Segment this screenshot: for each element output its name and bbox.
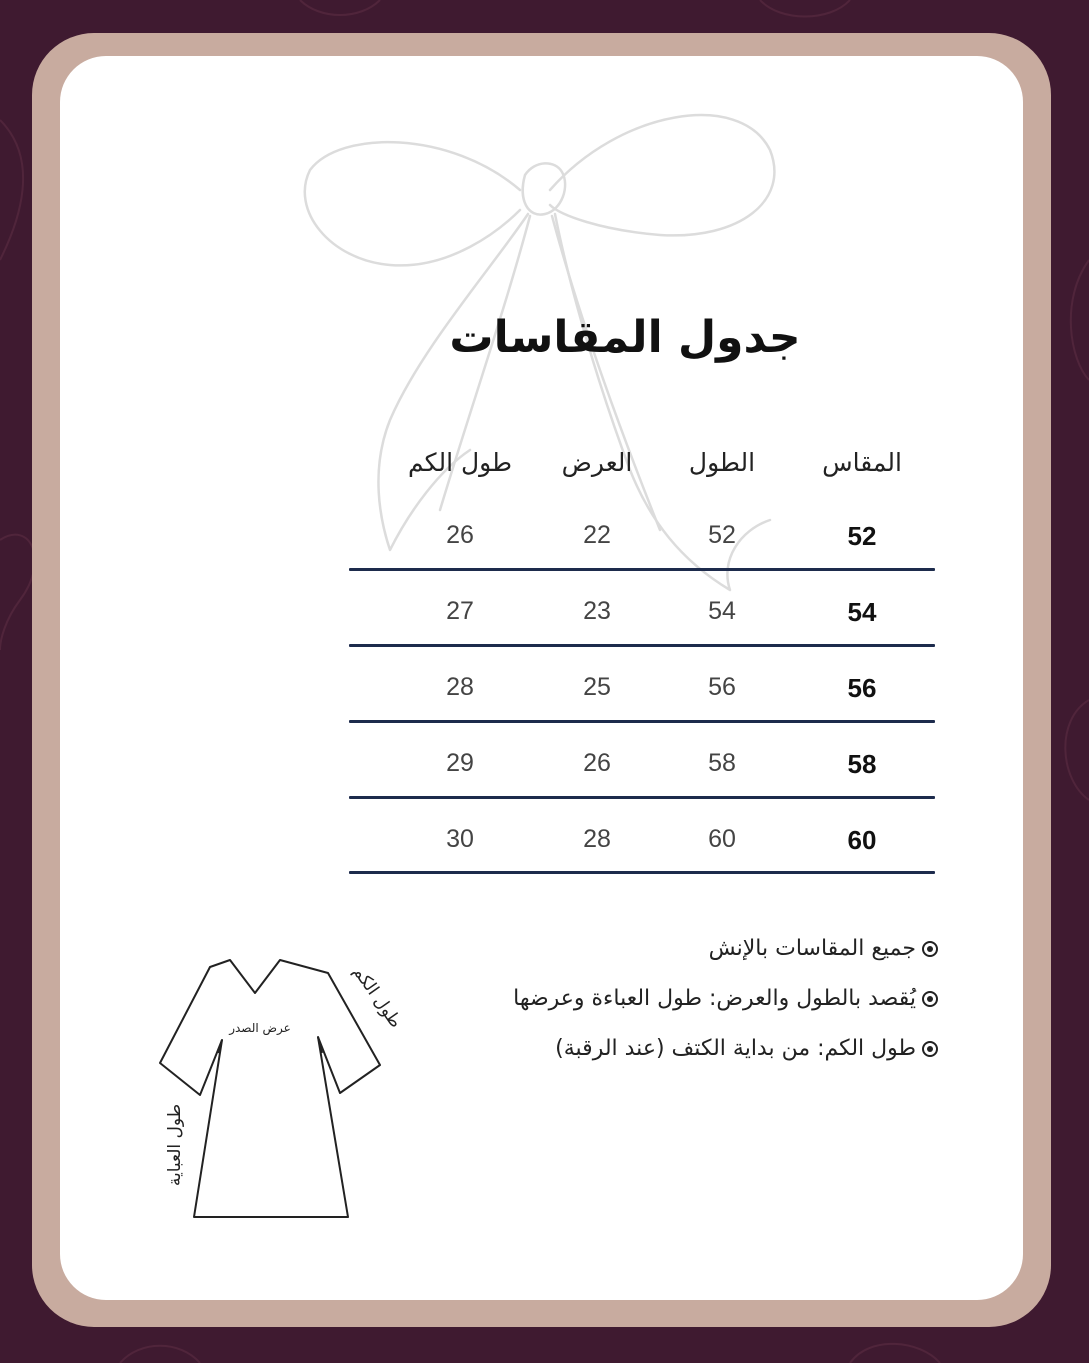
- list-item: [440, 932, 938, 982]
- table-row-length: 52: [708, 521, 736, 549]
- row-divider: [349, 871, 935, 874]
- table-row-length: 58: [708, 749, 736, 777]
- chest-width-label: عرض الصدر: [229, 1021, 291, 1035]
- table-row-width: 23: [583, 597, 611, 625]
- row-divider: [349, 796, 935, 799]
- table-row-length: 56: [708, 673, 736, 701]
- abaya-diagram: [140, 945, 420, 1235]
- table-row-sleeve: 30: [446, 825, 474, 853]
- header-length: الطول: [688, 448, 756, 477]
- row-divider: [349, 644, 935, 647]
- note-text: جميع المقاسات بالإنش: [708, 936, 916, 961]
- abaya-length-label: طول العباية: [165, 1103, 185, 1187]
- table-row-sleeve: 29: [446, 749, 474, 777]
- header-sleeve: طول الكم: [408, 448, 512, 477]
- bullet-icon: [922, 941, 938, 957]
- table-row-size: 54: [847, 597, 877, 627]
- row-divider: [349, 568, 935, 571]
- table-row-length: 60: [708, 825, 736, 853]
- table-row-width: 22: [583, 521, 611, 549]
- list-item: [440, 1032, 938, 1082]
- table-row-length: 54: [708, 597, 736, 625]
- sleeve-length-label: طول الكم: [348, 962, 406, 1032]
- table-row-size: 56: [847, 673, 877, 703]
- table-row-width: 25: [583, 673, 611, 701]
- table-row-sleeve: 28: [446, 673, 474, 701]
- bullet-icon: [922, 991, 938, 1007]
- note-text: يُقصد بالطول والعرض: طول العباءة وعرضها: [513, 986, 916, 1011]
- table-row-sleeve: 26: [446, 521, 474, 549]
- notes-list: [440, 932, 938, 1082]
- table-row-size: 58: [847, 749, 877, 779]
- table-row-width: 28: [583, 825, 611, 853]
- table-row-sleeve: 27: [446, 597, 474, 625]
- header-size: المقاس: [822, 448, 902, 477]
- bullet-icon: [922, 1041, 938, 1057]
- abaya-outline: [160, 960, 380, 1217]
- row-divider: [349, 720, 935, 723]
- page-title: جدول المقاسات: [449, 312, 801, 363]
- note-text: طول الكم: من بداية الكتف (عند الرقبة): [555, 1036, 916, 1061]
- header-width: العرض: [561, 448, 633, 477]
- table-row-size: 60: [847, 825, 877, 855]
- list-item: [440, 982, 938, 1032]
- table-row-width: 26: [583, 749, 611, 777]
- table-row-size: 52: [847, 521, 877, 551]
